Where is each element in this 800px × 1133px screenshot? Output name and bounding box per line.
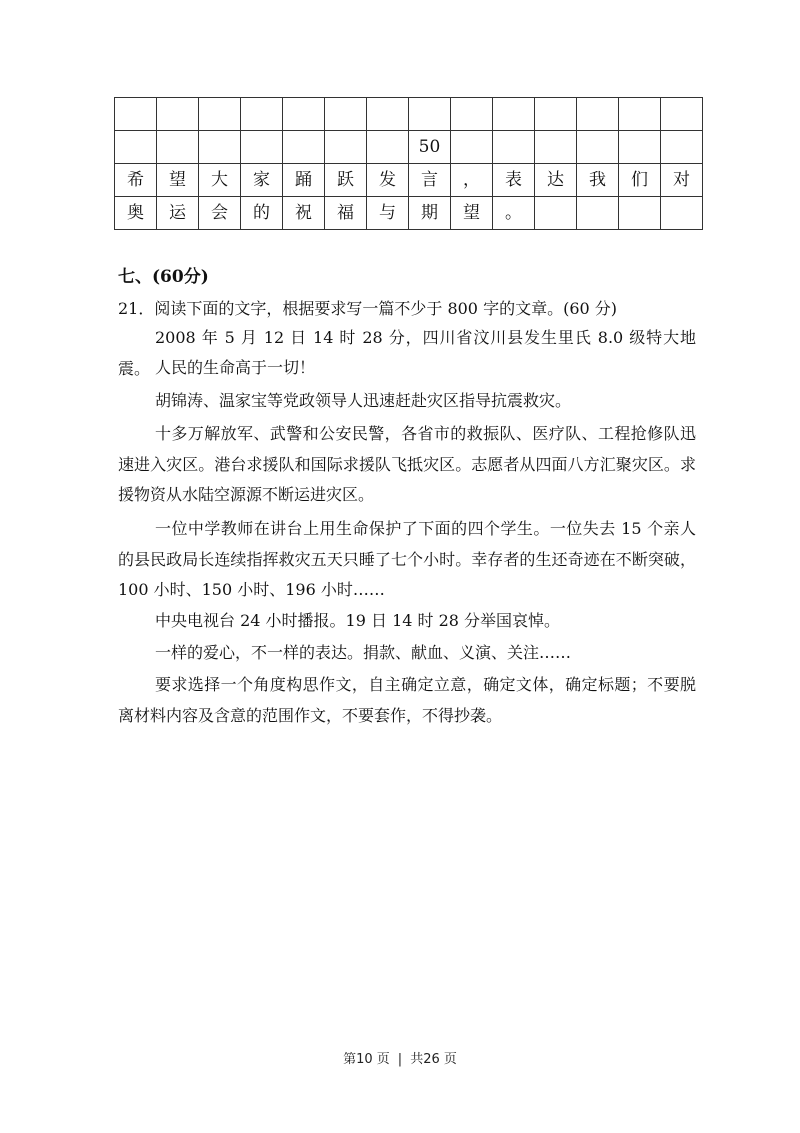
grid-cell xyxy=(199,98,241,131)
grid-cell xyxy=(535,197,577,230)
grid-cell: 跃 xyxy=(325,164,367,197)
grid-cell: 。 xyxy=(493,197,535,230)
grid-cell: 对 xyxy=(661,164,703,197)
grid-cell: 与 xyxy=(367,197,409,230)
grid-cell xyxy=(241,131,283,164)
grid-cell xyxy=(367,131,409,164)
grid-cell: 发 xyxy=(367,164,409,197)
material-paragraph: 一样的爱心，不一样的表达。捐款、献血、义演、关注…… xyxy=(155,643,572,662)
grid-cell xyxy=(619,131,661,164)
material-paragraph: 胡锦涛、温家宝等党政领导人迅速赶赴灾区指导抗震救灾。 xyxy=(155,391,572,410)
grid-cell: 期 xyxy=(409,197,451,230)
grid-cell: 的 xyxy=(241,197,283,230)
grid-cell xyxy=(115,131,157,164)
grid-row xyxy=(115,197,703,230)
grid-cell: 望 xyxy=(157,164,199,197)
grid-cell xyxy=(199,131,241,164)
grid-cell: 达 xyxy=(535,164,577,197)
grid-cell xyxy=(661,197,703,230)
grid-cell: 祝 xyxy=(283,197,325,230)
grid-cell: 希 xyxy=(115,164,157,197)
grid-cell xyxy=(451,131,493,164)
grid-cell: ， xyxy=(451,164,493,197)
material-paragraph: 一位中学教师在讲台上用生命保护了下面的四个学生。一位失去 15 个亲人的县民政局长连续指挥救灾五天只睡了七个小时。幸存者的生还奇迹在不断突破，100 小时、150 小时、196 小时…… xyxy=(118,519,696,599)
grid-cell xyxy=(451,98,493,131)
grid-cell xyxy=(493,98,535,131)
grid-cell xyxy=(283,131,325,164)
material-paragraph: 人民的生命高于一切！ xyxy=(155,358,316,377)
grid-cell xyxy=(115,98,157,131)
grid-cell xyxy=(283,98,325,131)
grid-cell: 言 xyxy=(409,164,451,197)
grid-cell xyxy=(661,131,703,164)
page-number: 第10 页 xyxy=(343,1052,390,1067)
grid-cell xyxy=(367,98,409,131)
composition-grid xyxy=(114,97,703,230)
grid-row xyxy=(115,131,703,164)
page-total: 共26 页 xyxy=(410,1052,457,1067)
grid-cell xyxy=(241,98,283,131)
grid-cell xyxy=(535,131,577,164)
grid-cell xyxy=(661,98,703,131)
grid-row xyxy=(115,98,703,131)
material-paragraph: 十多万解放军、武警和公安民警，各省市的救振队、医疗队、工程抢修队迅速进入灾区。港台求援队和国际求援队飞抵灾区。志愿者从四面八方汇聚灾区。求援物资从水陆空源源不断运进灾区。 xyxy=(118,424,696,504)
grid-cell xyxy=(409,98,451,131)
question-prompt: 21．阅读下面的文字，根据要求写一篇不少于 800 字的文章。(60 分) xyxy=(118,299,618,318)
grid-cell: 表 xyxy=(493,164,535,197)
material-paragraph: 要求选择一个角度构思作文，自主确定立意，确定文体，确定标题；不要脱离材料内容及含意的范围作文，不要套作，不得抄袭。 xyxy=(118,675,696,725)
grid-cell xyxy=(619,197,661,230)
grid-cell xyxy=(157,98,199,131)
section-heading: 七、(60分) xyxy=(118,267,209,287)
grid-cell: 家 xyxy=(241,164,283,197)
grid-cell: 踊 xyxy=(283,164,325,197)
grid-cell xyxy=(157,131,199,164)
grid-cell: 会 xyxy=(199,197,241,230)
grid-cell: 奥 xyxy=(115,197,157,230)
grid-cell xyxy=(619,98,661,131)
grid-cell: 大 xyxy=(199,164,241,197)
grid-cell xyxy=(325,98,367,131)
material-paragraph: 中央电视台 24 小时播报。19 日 14 时 28 分举国哀悼。 xyxy=(155,611,561,630)
grid-row xyxy=(115,164,703,197)
grid-cell xyxy=(577,131,619,164)
footer-separator: | xyxy=(397,1052,403,1067)
material-paragraph: 2008 年 5 月 12 日 14 时 28 分，四川省汶川县发生里氏 8.0 级特大地震。 xyxy=(118,328,696,378)
grid-cell: 们 xyxy=(619,164,661,197)
grid-cell xyxy=(535,98,577,131)
grid-cell-count-marker: 50 xyxy=(409,131,451,164)
grid-cell: 运 xyxy=(157,197,199,230)
grid-cell xyxy=(325,131,367,164)
page-footer xyxy=(0,1048,800,1067)
grid-cell: 福 xyxy=(325,197,367,230)
grid-cell xyxy=(493,131,535,164)
grid-cell xyxy=(577,98,619,131)
grid-cell: 我 xyxy=(577,164,619,197)
grid-cell xyxy=(577,197,619,230)
grid-cell: 望 xyxy=(451,197,493,230)
